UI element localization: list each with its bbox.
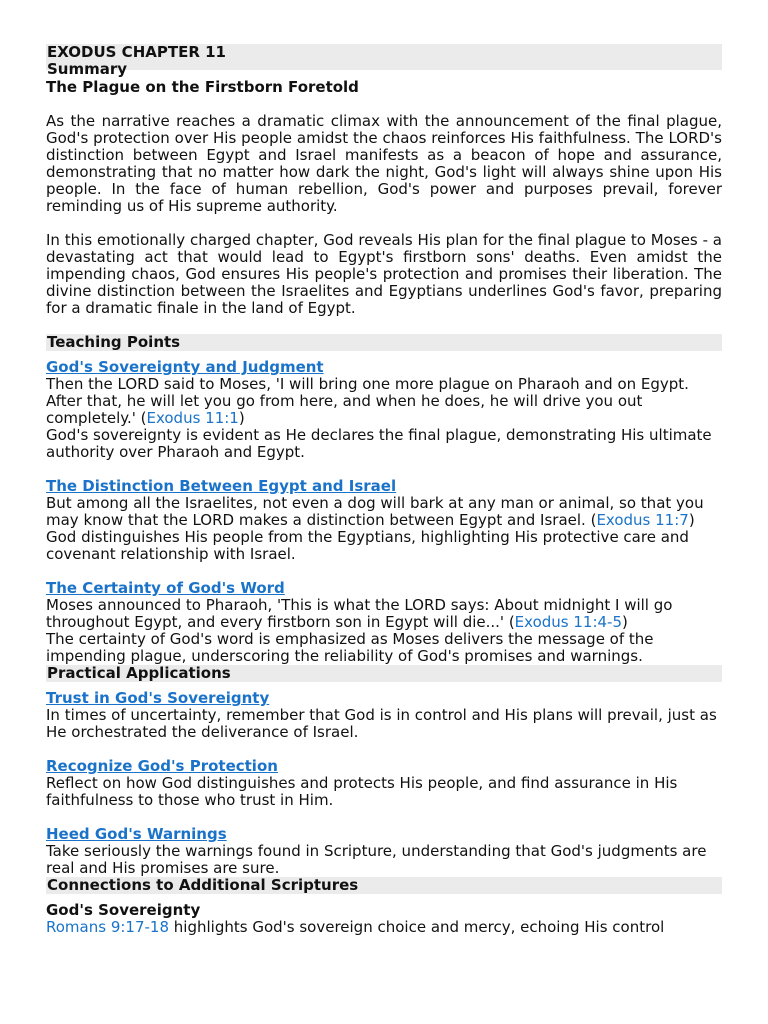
quote-close: )	[238, 409, 245, 427]
application-title-link[interactable]: Heed God's Warnings	[46, 825, 227, 843]
scripture-reference-link[interactable]: Exodus 11:1	[146, 409, 239, 427]
application-title-link[interactable]: Recognize God's Protection	[46, 757, 278, 775]
summary-paragraph-1: As the narrative reaches a dramatic climax with the announcement of the final plague, God's protection over His people amidst the chaos reinforces His faithfulness. The LORD's distinction between Egypt and Israel manifests as a beacon of hope and assurance, demonstrating that no matter how dark the night, God's light will always shine upon His people. In the face of human rebellion, God's power and purposes prevail, forever reminding us of His supreme authority.	[46, 112, 722, 215]
document-page	[46, 44, 722, 936]
summary-subtitle: The Plague on the Firstborn Foretold	[46, 78, 359, 96]
quote-text: But among all the Israelites, not even a dog will bark at any man or animal, so that you may know that the LORD makes a distinction between Egypt and Israel. (	[46, 494, 704, 529]
scripture-reference-link[interactable]: Exodus 11:4-5	[514, 613, 622, 631]
chapter-title-band	[46, 43, 722, 78]
teaching-point-quote	[46, 495, 722, 529]
teaching-point-title-link[interactable]: The Distinction Between Egypt and Israel	[46, 477, 397, 495]
quote-close: )	[688, 511, 695, 529]
summary-paragraph-2: In this emotionally charged chapter, God reveals His plan for the final plague to Moses - a devastating act that would lead to Egypt's firstborn sons' deaths. Even amidst the impending chaos, God ensures His people's protection and promises their liberation. The divine distinction between the Israelites and Egyptians underlines God's favor, preparing for a dramatic finale in the land of Egypt.	[46, 231, 722, 317]
application-text: Reflect on how God distinguishes and protects His people, and find assurance in His faithfulness to those who trust in Him.	[46, 774, 678, 809]
teaching-point-quote	[46, 376, 722, 427]
scripture-reference-link[interactable]: Exodus 11:7	[596, 511, 689, 529]
teaching-point-title-link[interactable]: The Certainty of God's Word	[46, 579, 285, 597]
teaching-point-comment: God's sovereignty is evident as He declares the final plague, demonstrating His ultimate authority over Pharaoh and Egypt.	[46, 426, 712, 461]
quote-close: )	[622, 613, 628, 631]
scripture-reference-link[interactable]: Romans 9:17-18	[46, 918, 170, 936]
teaching-points-heading: Teaching Points	[46, 334, 722, 351]
application-text: Take seriously the warnings found in Scripture, understanding that God's judgments are real and His promises are sure.	[46, 842, 707, 877]
connection-description: highlights God's sovereign choice and mercy, echoing His control	[169, 918, 665, 936]
teaching-point	[46, 580, 722, 665]
summary-heading: Summary	[47, 60, 128, 78]
application-item	[46, 690, 722, 741]
teaching-point-comment: The certainty of God's word is emphasized as Moses delivers the message of the impending plague, underscoring the reliability of God's promises and warnings.	[46, 630, 654, 665]
practical-applications-heading: Practical Applications	[46, 665, 722, 682]
connection-title: God's Sovereignty	[46, 901, 201, 919]
quote-text: Moses announced to Pharaoh, 'This is what the LORD says: About midnight I will go throughout Egypt, and every firstborn son in Egypt will die...' (	[46, 596, 673, 631]
connections-heading: Connections to Additional Scriptures	[46, 877, 722, 894]
application-item	[46, 826, 722, 877]
connection-item	[46, 902, 722, 936]
teaching-point-title-link[interactable]: God's Sovereignty and Judgment	[46, 358, 324, 376]
teaching-point	[46, 359, 722, 461]
connection-text	[46, 919, 722, 936]
teaching-point-comment: God distinguishes His people from the Egyptians, highlighting His protective care and covenant relationship with Israel.	[46, 528, 689, 563]
application-text: In times of uncertainty, remember that God is in control and His plans will prevail, just as He orchestrated the deliverance of Israel.	[46, 706, 717, 741]
teaching-point-quote	[46, 597, 722, 631]
quote-text: Then the LORD said to Moses, 'I will bring one more plague on Pharaoh and on Egypt. After that, he will let you go from here, and when he does, he will drive you out completely.' (	[46, 375, 689, 427]
teaching-point	[46, 478, 722, 563]
chapter-title: EXODUS CHAPTER 11	[47, 43, 226, 61]
application-item	[46, 758, 722, 809]
application-title-link[interactable]: Trust in God's Sovereignty	[46, 689, 270, 707]
